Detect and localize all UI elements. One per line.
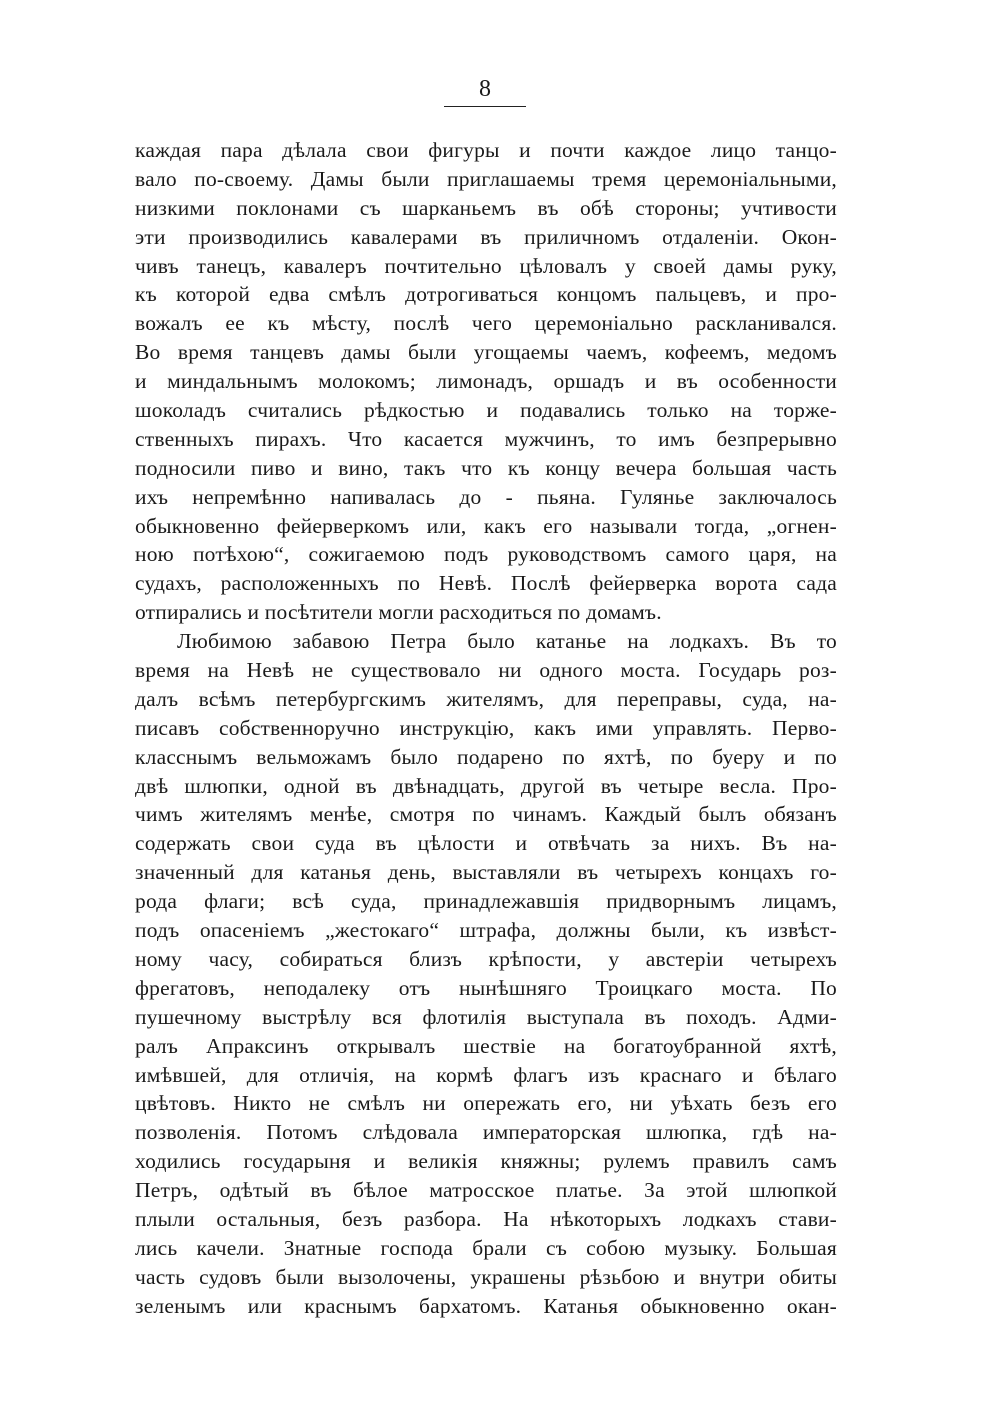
- text-line: Во время танцевъ дамы были угощаемы чаемъ, кофеемъ, медомъ: [135, 340, 837, 365]
- text-line: чивъ танецъ, кавалеръ почтительно цѣловалъ у своей дамы руку,: [135, 253, 837, 278]
- text-line: фрегатовъ, неподалеку отъ нынѣшняго Троицкаго моста. По: [135, 975, 837, 1000]
- text-line: ному часу, собираться близъ крѣпости, у австеріи четырехъ: [135, 946, 837, 971]
- text-line: судахъ, расположенныхъ по Невѣ. Послѣ фейерверка ворота сада: [135, 571, 837, 596]
- text-line: каждая пара дѣлала свои фигуры и почти каждое лицо танцо-: [135, 138, 837, 162]
- text-line: значенный для катанья день, выставляли въ четырехъ концахъ го-: [135, 860, 837, 885]
- text-line: имѣвшей, для отличія, на кормѣ флагъ изъ краснаго и бѣлаго: [135, 1062, 837, 1087]
- text-line: двѣ шлюпки, одной въ двѣнадцать, другой въ четыре весла. Про-: [135, 773, 837, 798]
- text-line: далъ всѣмъ петербургскимъ жителямъ, для переправы, суда, на-: [135, 686, 837, 711]
- text-line: ною потѣхою“, сожигаемою подъ руководствомъ самого царя, на: [135, 542, 837, 567]
- text-line: эти производились кавалерами въ приличномъ отдаленіи. Окон-: [135, 224, 837, 249]
- text-line: низкими поклонами съ шарканьемъ въ обѣ стороны; учтивости: [135, 195, 837, 220]
- text-line: Любимою забавою Петра было катанье на лодкахъ. Въ то: [177, 629, 837, 654]
- text-line: чимъ жителямъ менѣе, смотря по чинамъ. Каждый былъ обязанъ: [135, 802, 837, 827]
- text-line: и миндальнымъ молокомъ; лимонадъ, оршадъ и въ особенности: [135, 369, 837, 394]
- text-line: лись качели. Знатные господа брали съ собою музыку. Большая: [135, 1235, 837, 1260]
- text-line: писавъ собственноручно инструкцію, какъ ими управлять. Перво-: [135, 715, 837, 740]
- text-line: подносили пиво и вино, такъ что къ концу вечера большая часть: [135, 455, 837, 480]
- text-line: къ которой едва смѣлъ дотрогиваться концомъ пальцевъ, и про-: [135, 282, 837, 307]
- text-line: отпирались и посѣтители могли расходиться по домамъ.: [135, 600, 662, 625]
- text-line: содержать свои суда въ цѣлости и отвѣчать за нихъ. Въ на-: [135, 831, 837, 856]
- text-line: вожалъ ее къ мѣсту, послѣ чего церемоніально раскланивался.: [135, 311, 837, 336]
- text-line: плыли остальныя, безъ разбора. На нѣкоторыхъ лодкахъ стави-: [135, 1206, 837, 1231]
- text-line: часть судовъ были вызолочены, украшены рѣзьбою и внутри обиты: [135, 1264, 837, 1289]
- text-line: время на Невѣ не существовало ни одного моста. Государь роз-: [135, 658, 837, 683]
- text-line: цвѣтовъ. Никто не смѣлъ ни опережать его, ни уѣхать безъ его: [135, 1091, 837, 1116]
- text-line: пушечному выстрѣлу вся флотилія выступала въ походъ. Адми-: [135, 1004, 837, 1029]
- text-line: ходились государыня и великія княжны; рулемъ правилъ самъ: [135, 1149, 837, 1174]
- page-number: 8: [479, 76, 491, 102]
- text-line: Петръ, одѣтый въ бѣлое матросское платье. За этой шлюпкой: [135, 1178, 837, 1203]
- page-number-rule: [444, 106, 526, 107]
- text-line: ралъ Апраксинъ открывалъ шествіе на богатоубранной яхтѣ,: [135, 1033, 837, 1058]
- text-line: рода флаги; всѣ суда, принадлежавшія придворнымъ лицамъ,: [135, 889, 837, 914]
- text-line: зеленымъ или краснымъ бархатомъ. Катанья обыкновенно окан-: [135, 1293, 837, 1318]
- paragraph: [135, 627, 837, 1320]
- text-line: обыкновенно фейерверкомъ или, какъ его называли тогда, „огнен-: [135, 513, 837, 538]
- body-text: [135, 136, 837, 1321]
- text-line: позволенія. Потомъ слѣдовала императорская шлюпка, гдѣ на-: [135, 1120, 837, 1145]
- text-line: шоколадъ считались рѣдкостью и подавались только на торже-: [135, 398, 837, 423]
- text-line: вало по-своему. Дамы были приглашаемы тремя церемоніальными,: [135, 166, 837, 191]
- text-line: класснымъ вельможамъ было подарено по яхтѣ, по буеру и по: [135, 744, 837, 769]
- text-line: ихъ непремѣнно напивалась до - пьяна. Гулянье заключалось: [135, 484, 837, 509]
- paragraph: [135, 136, 837, 627]
- text-line: подъ опасеніемъ „жестокаго“ штрафа, должны были, къ извѣст-: [135, 918, 837, 943]
- text-line: ственныхъ пирахъ. Что касается мужчинъ, то имъ безпрерывно: [135, 426, 837, 451]
